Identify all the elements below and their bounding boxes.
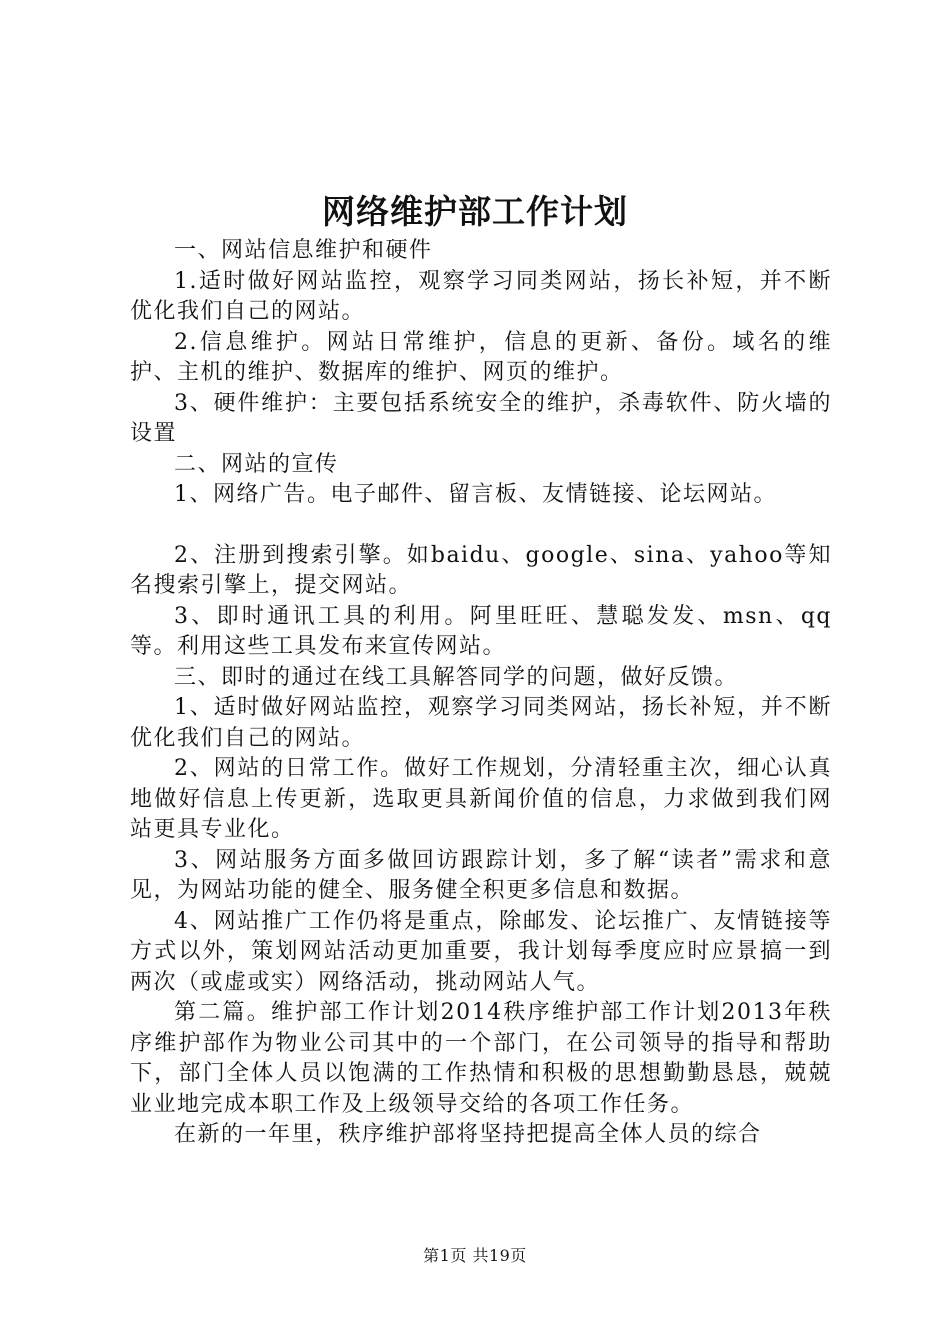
paragraph: 2.信息维护。网站日常维护，信息的更新、备份。域名的维护、主机的维护、数据库的维护、网页的维护。 bbox=[130, 329, 832, 385]
paragraph: 4、网站推广工作仍将是重点，除邮发、论坛推广、友情链接等方式以外，策划网站活动更加重要，我计划每季度应时应景搞一到两次（或虚或实）网络活动，挑动网站人气。 bbox=[130, 908, 832, 995]
paragraph: 2、网站的日常工作。做好工作规划，分清轻重主次，细心认真地做好信息上传更新，选取更具新闻价值的信息，力求做到我们网站更具专业化。 bbox=[130, 756, 832, 842]
paragraph: 第二篇。维护部工作计划2014秩序维护部工作计划2013年秩序维护部作为物业公司其中的一个部门，在公司领导的指导和帮助下，部门全体人员以饱满的工作热情和积极的思想勤勤恳恳，兢兢业业地完成本职工作及上级领导交给的各项工作任务。 bbox=[130, 1000, 832, 1117]
paragraph: 3、硬件维护：主要包括系统安全的维护，杀毒软件、防火墙的设置 bbox=[130, 390, 832, 446]
paragraph: 1.适时做好网站监控，观察学习同类网站，扬长补短，并不断优化我们自己的网站。 bbox=[130, 268, 832, 324]
document-title: 网络维护部工作计划 bbox=[322, 192, 628, 231]
paragraph: 3、即时通讯工具的利用。阿里旺旺、慧聪发发、msn、qq等。利用这些工具发布来宣传网站。 bbox=[130, 603, 832, 659]
paragraph: 1、适时做好网站监控，观察学习同类网站，扬长补短，并不断优化我们自己的网站。 bbox=[130, 695, 832, 751]
section-heading-3: 三、即时的通过在线工具解答同学的问题，做好反馈。 bbox=[174, 664, 739, 690]
paragraph: 2、注册到搜索引擎。如baidu、google、sina、yahoo等知名搜索引擎上，提交网站。 bbox=[130, 542, 832, 598]
section-heading-1: 一、网站信息维护和硬件 bbox=[174, 238, 433, 263]
section-heading-2: 二、网站的宣传 bbox=[174, 451, 339, 477]
document-body bbox=[130, 236, 832, 1151]
paragraph: 3、网站服务方面多做回访跟踪计划，多了解“读者”需求和意见，为网站功能的健全、服务健全积更多信息和数据。 bbox=[130, 847, 832, 903]
paragraph: 在新的一年里，秩序维护部将坚持把提高全体人员的综合 bbox=[174, 1122, 762, 1147]
page-number-footer: 第1页 共19页 bbox=[423, 1246, 527, 1265]
paragraph: 1、网络广告。电子邮件、留言板、友情链接、论坛网站。 bbox=[174, 482, 777, 507]
